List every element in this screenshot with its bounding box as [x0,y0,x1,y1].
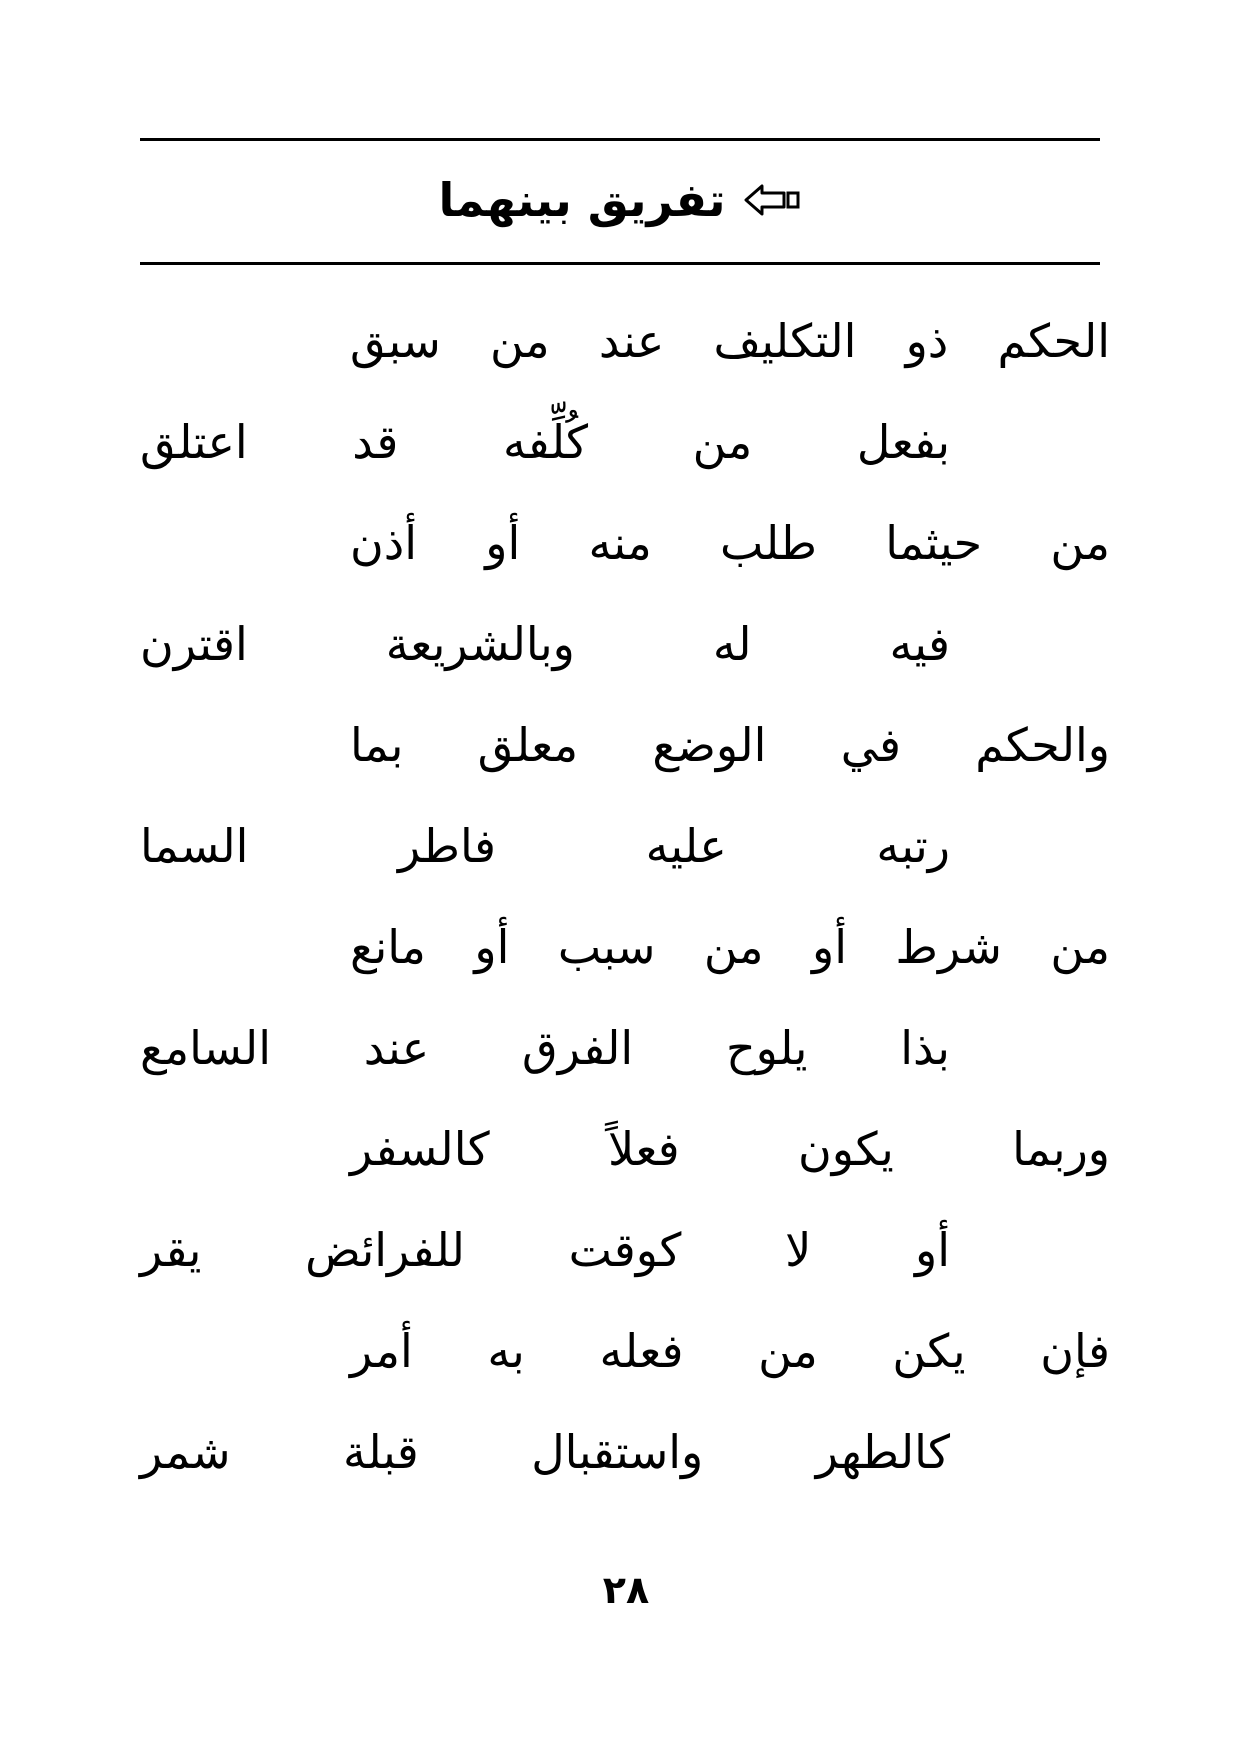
verse-line: من شرط أو من سبب أو مانع [350,919,1110,974]
verse-line: فإن يكن من فعله به أمر [350,1323,1110,1378]
hand-pointer-icon [744,182,802,218]
verse-line: من حيثما طلب منه أو أذن [350,515,1110,570]
verse-line: بذا يلوح الفرق عند السامع [140,1020,950,1075]
verse-block [140,290,1110,1502]
verse-line: والحكم في الوضع معلق بما [350,717,1110,772]
verse-line: وربما يكون فعلاً كالسفر [350,1121,1110,1176]
verse-line: كالطهر واستقبال قبلة شمر [140,1424,950,1479]
section-title: تفريق بينهما [438,173,726,227]
page-number: ٢٨ [602,1568,650,1612]
verse-line: الحكم ذو التكليف عند من سبق [350,313,1110,368]
verse-line: بفعل من كُلِّفه قد اعتلق [140,414,950,469]
top-rule [140,138,1100,141]
bottom-rule [140,262,1100,265]
section-heading [140,160,1100,240]
verse-line: فيه له وبالشريعة اقترن [140,616,950,671]
verse-line: رتبه عليه فاطر السما [140,818,950,873]
verse-line: أو لا كوقت للفرائض يقر [140,1222,950,1277]
